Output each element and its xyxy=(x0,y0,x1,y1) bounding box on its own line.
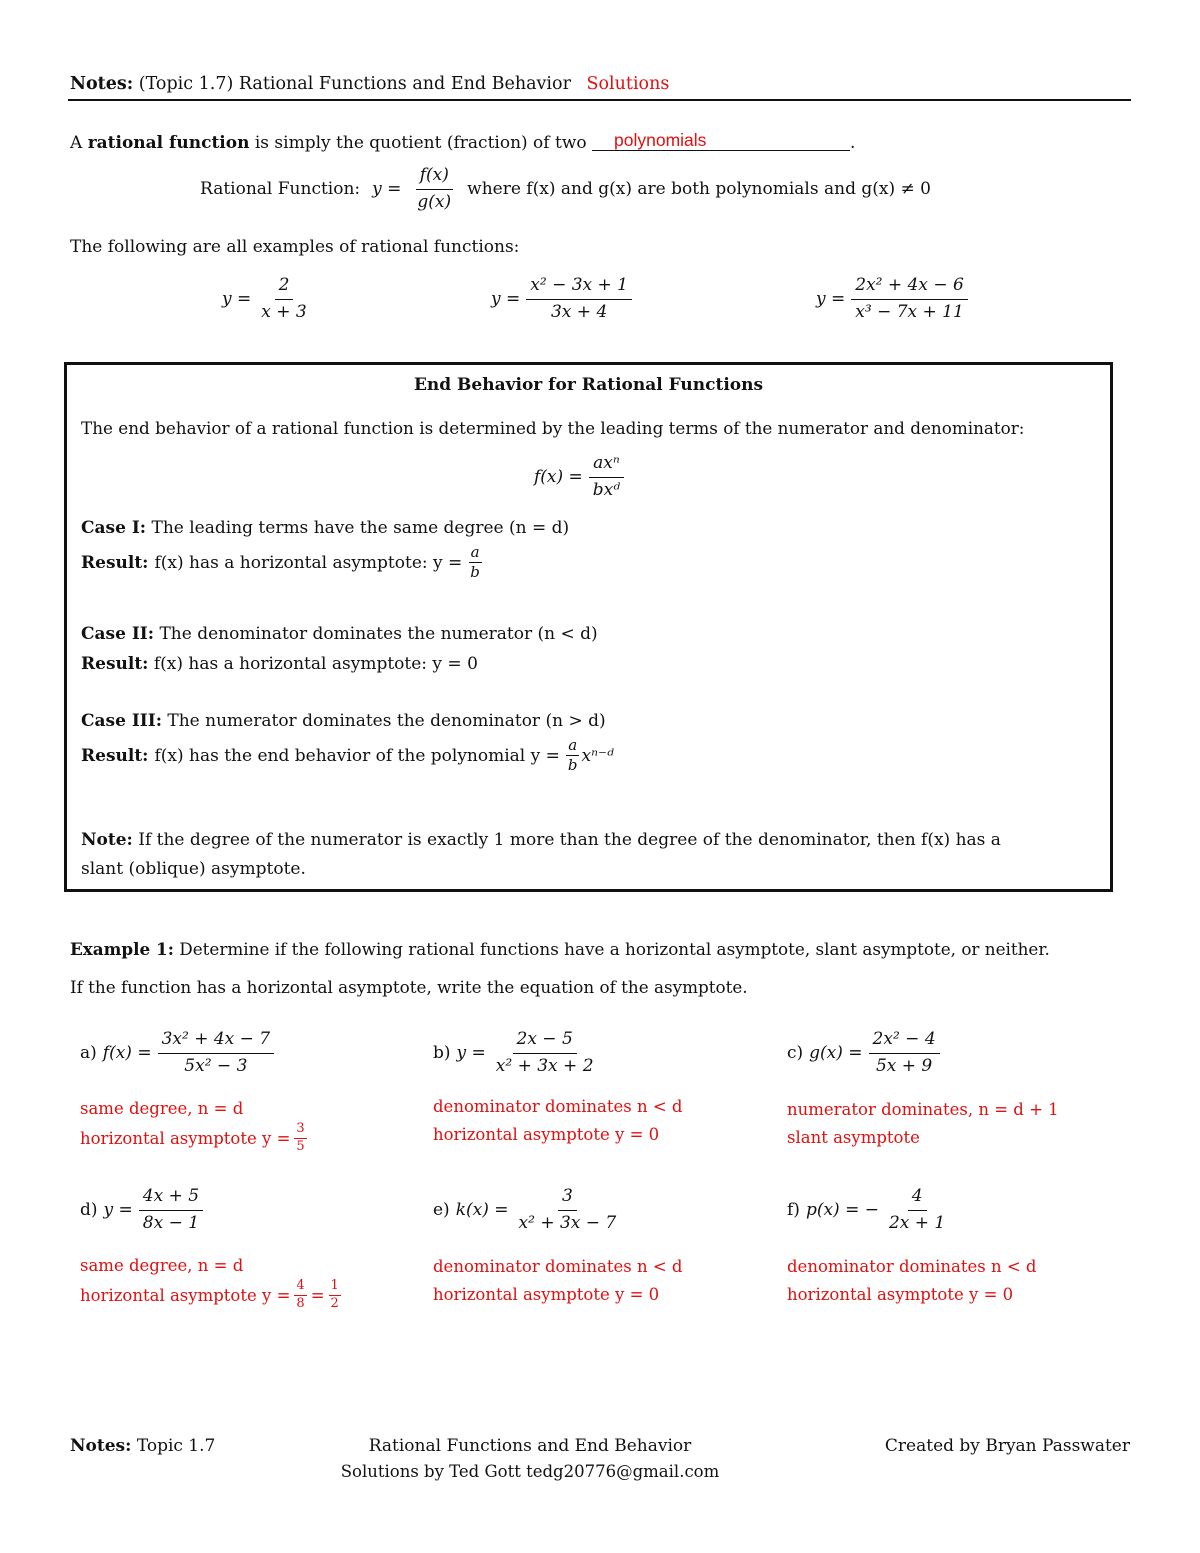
footer-right: Created by Bryan Passwater xyxy=(884,1436,1130,1456)
answer-d: same degree, n = d horizontal asymptote y = $\frac{4}{8}$ = $\frac{1}{2}$ xyxy=(80,1256,339,1312)
intro-example-3: y = $\frac{\text{2x² + 4x − 6}}{\text{x³ − 7x + 11}}$ xyxy=(816,276,968,322)
answer-e: denominator dominates n < d horizontal asymptote y = 0 xyxy=(433,1257,683,1305)
examples-intro: The following are all examples of rational functions: xyxy=(70,237,520,257)
example-c: c) g(x) = $\frac{\text{2x² − 4}}{5x + 9}$ xyxy=(787,1030,940,1076)
answer-f: denominator dominates n < d horizontal asymptote y = 0 xyxy=(787,1257,1037,1305)
example-d: d) y = $\frac{4x + 5}{8x - 1}$ xyxy=(80,1187,203,1233)
answer-a: same degree, n = d horizontal asymptote y = $\frac{3}{5}$ xyxy=(80,1099,305,1155)
header-solutions: Solutions xyxy=(586,74,670,94)
box-general-form: f(x) = $\frac{\text{axⁿ}}{\text{bxᵈ}}$ xyxy=(534,454,624,500)
box-note: Note: If the degree of the numerator is exactly 1 more than the degree of the denominator, then f(x) has a slant (oblique) asymptote. xyxy=(81,830,1001,879)
answer-b: denominator dominates n < d horizontal asymptote y = 0 xyxy=(433,1097,683,1145)
case2: Case II: The denominator dominates the numerator (n < d) xyxy=(81,624,598,644)
answer-c: numerator dominates, n = d + 1 slant asymptote xyxy=(787,1100,1059,1148)
intro-example-2: y = $\frac{\text{x² − 3x + 1}}{3x + 4}$ xyxy=(491,276,632,322)
rf-label: Rational Function: xyxy=(200,179,361,200)
case3: Case III: The numerator dominates the denominator (n > d) xyxy=(81,711,606,731)
header-title: (Topic 1.7) Rational Functions and End Behavior xyxy=(138,74,571,94)
case2-result: Result: f(x) has a horizontal asymptote: y = 0 xyxy=(81,654,478,674)
case1-result: Result: f(x) has a horizontal asymptote: y = $\frac{a}{b}$ xyxy=(81,543,480,582)
definition-middle: is simply the quotient (fraction) of two xyxy=(254,133,587,153)
header-rule xyxy=(68,99,1131,101)
example-f: f) p(x) = − $\frac{4}{2x + 1}$ xyxy=(787,1186,946,1233)
header-notes-label: Notes: xyxy=(70,74,134,94)
example-a: a) f(x) = $\frac{\text{3x² + 4x − 7}}{\text{5x² − 3}}$ xyxy=(80,1030,274,1076)
footer-center-2: Solutions by Ted Gott tedg20776@gmail.com xyxy=(340,1462,720,1481)
intro-ex2-num: x² − 3x + 1 xyxy=(526,276,632,300)
example-e: e) k(x) = $\frac{3}{\text{x² + 3x − 7}}$ xyxy=(433,1186,617,1233)
intro-ex3-num: 2x² + 4x − 6 xyxy=(851,276,968,300)
case1: Case I: The leading terms have the same degree (n = d) xyxy=(81,518,570,538)
box-title: End Behavior for Rational Functions xyxy=(413,375,764,395)
rf-where: where f(x) and g(x) are both polynomials and g(x) ≠ 0 xyxy=(467,179,931,200)
intro-ex1-num: 2 xyxy=(275,276,294,300)
definition-prefix: A xyxy=(70,133,83,153)
case3-result: Result: f(x) has the end behavior of the polynomial y = $\frac{a}{b}$ xⁿ⁻ᵈ xyxy=(81,736,614,775)
example1-heading: Example 1: Determine if the following rational functions have a horizontal asymptote, slant asymptote, or neither. If the function has a horizontal asymptote, write the equation of the asymptote. xyxy=(70,939,1050,997)
definition-line xyxy=(70,132,855,153)
example-b: b) y = $\frac{2x - 5}{\text{x² + 3x + 2}}$ xyxy=(433,1029,594,1076)
definition-blank xyxy=(592,132,850,151)
intro-ex1-den: x + 3 xyxy=(261,301,307,322)
box-intro: The end behavior of a rational function is determined by the leading terms of the numerator and denominator: xyxy=(81,418,1025,438)
definition-suffix: . xyxy=(850,133,856,153)
intro-ex3-den: x³ − 7x + 11 xyxy=(855,301,964,322)
intro-ex2-den: 3x + 4 xyxy=(550,301,608,322)
rational-function-def: Rational Function: y = $\frac{f(x)}{g(x)}$ where f(x) and g(x) are both polynomials and g(x) ≠ 0 xyxy=(200,165,931,212)
definition-term: rational function xyxy=(87,133,250,153)
footer-left: Notes: Topic 1.7 xyxy=(70,1436,216,1456)
intro-example-1: y = $\frac{2}{x + 3}$ xyxy=(222,276,311,322)
definition-blank-answer: polynomials xyxy=(614,130,707,150)
footer-center: Rational Functions and End Behavior xyxy=(368,1436,692,1456)
rf-fraction: $\frac{f(x)}{g(x)}$ xyxy=(417,165,452,212)
header xyxy=(70,74,669,94)
